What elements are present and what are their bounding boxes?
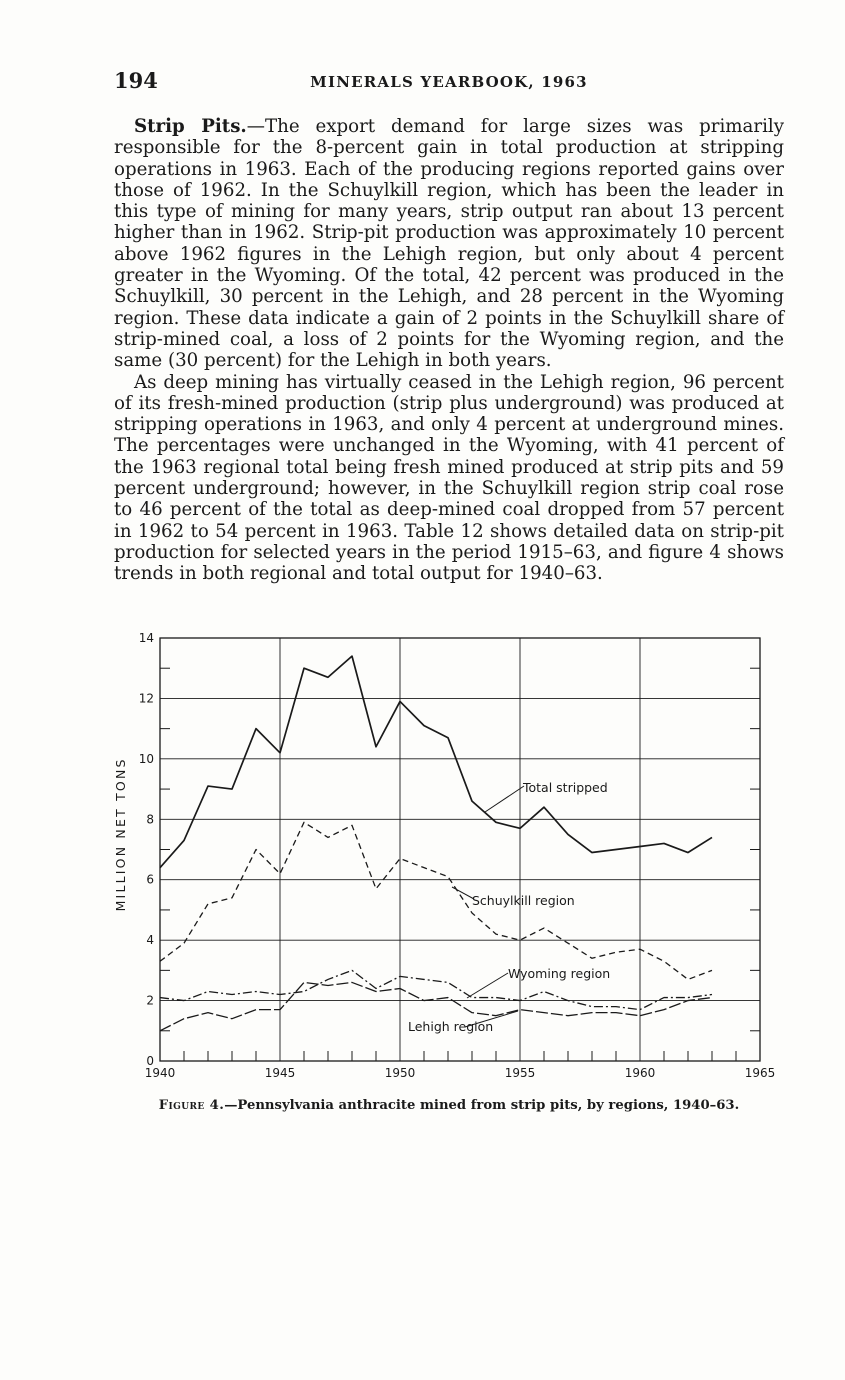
figure-label: Figure 4. <box>158 1098 225 1113</box>
series-line-2 <box>160 970 712 1009</box>
annotation-label: Total stripped <box>523 780 608 795</box>
x-tick-label: 1945 <box>264 1066 296 1080</box>
y-tick-label: 12 <box>138 691 154 706</box>
y-tick-label: 6 <box>146 872 154 887</box>
x-tick-label: 1950 <box>384 1066 416 1080</box>
annotation-leader <box>452 887 474 899</box>
page-header <box>114 68 784 98</box>
annotation-leader <box>467 973 508 998</box>
y-tick-label: 14 <box>138 631 154 645</box>
plot-frame <box>160 638 760 1061</box>
running-title: MINERALS YEARBOOK, 1963 <box>310 73 588 91</box>
caption-text: —Pennsylvania anthracite mined from strip pits, by regions, 1940–63. <box>224 1098 740 1113</box>
x-tick-label: 1960 <box>624 1066 656 1080</box>
figure-4-line-chart <box>100 628 780 1088</box>
x-tick-label: 1940 <box>144 1066 176 1080</box>
y-tick-label: 8 <box>146 812 154 827</box>
annotation-label: Wyoming region <box>508 966 611 981</box>
y-tick-label: 4 <box>146 933 154 948</box>
y-tick-label: 2 <box>146 993 154 1008</box>
paragraph-1-text: —The export demand for large sizes was primarily responsible for the 8-percent gain in total production at stripping operations in 1963. Each of the producing regions reported gains over those of 1962. In the Schuylkill region, which has been the leader in this type of mining for many years, strip output ran about 13 percent higher than in 1962. Strip-pit production was approximately 10 percent above 1962 figures in the Lehigh region, but only about 4 percent greater in the Wyoming. Of the total, 42 percent was produced in the Schuylkill, 30 percent in the Lehigh, and 28 percent in the Wyoming region. These data indicate a gain of 2 points in the Schuylkill share of strip-mined coal, a loss of 2 points for the Wyoming region, and the same (30 percent) for the Lehigh in both years. <box>114 116 784 372</box>
series-line-0 <box>160 656 712 868</box>
series-line-1 <box>160 822 712 979</box>
body-text <box>114 116 784 585</box>
x-tick-label: 1965 <box>744 1066 776 1080</box>
annotation-leader <box>485 786 524 812</box>
y-axis-title: MILLION NET TONS <box>113 757 128 912</box>
annotation-label: Schuylkill region <box>472 893 575 908</box>
run-in-heading: Strip Pits. <box>134 116 247 137</box>
x-tick-label: 1955 <box>504 1066 536 1080</box>
y-tick-label: 0 <box>146 1054 154 1068</box>
annotation-label: Lehigh region <box>408 1019 494 1034</box>
figure-caption <box>114 1098 784 1113</box>
paragraph-strip-pits <box>114 116 784 372</box>
y-tick-label: 10 <box>138 751 154 766</box>
page-number: 194 <box>114 68 158 93</box>
paragraph-deep-mining: As deep mining has virtually ceased in the Lehigh region, 96 percent of its fresh-mined production (strip plus underground) was produced at stripping operations in 1963, and only 4 percent at underground mines. The percentages were unchanged in the Wyoming, with 41 percent of the 1963 regional total being fresh mined produced at strip pits and 59 percent underground; however, in the Schuylkill region strip coal rose to 46 percent of the total as deep-mined coal dropped from 57 percent in 1962 to 54 percent in 1963. Table 12 shows detailed data on strip-pit production for selected years in the period 1915–63, and figure 4 shows trends in both regional and total output for 1940–63. <box>114 371 784 585</box>
